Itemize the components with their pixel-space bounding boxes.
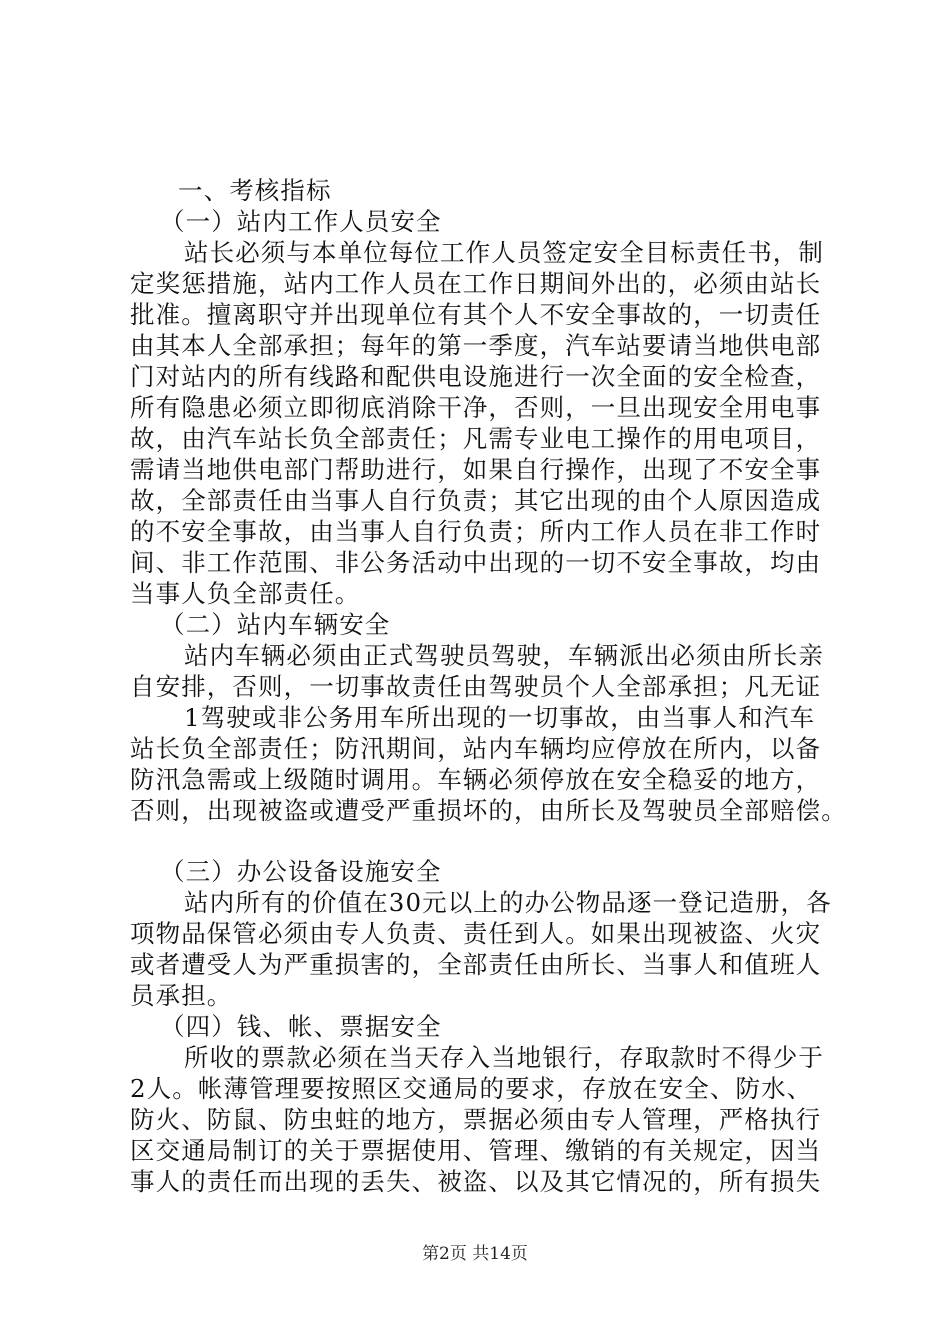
section-heading-1: 一、考核指标 [178, 176, 332, 205]
paragraph-line: 需请当地供电部门帮助进行，如果自行操作，出现了不安全事 [130, 455, 822, 484]
subsection-heading-3: （三）办公设备设施安全 [160, 857, 442, 886]
paragraph-line: 或者遭受人为严重损害的，全部责任由所长、当事人和值班人 [130, 950, 822, 979]
paragraph-line: 员承担。 [130, 981, 233, 1010]
paragraph-line: 2人。帐薄管理要按照区交通局的要求，存放在安全、防水、 [130, 1074, 813, 1103]
paragraph-line: 项物品保管必须由专人负责、责任到人。如果出现被盗、火灾 [130, 919, 822, 948]
paragraph-line: 当事人负全部责任。 [130, 579, 361, 608]
paragraph-line: 由其本人全部承担；每年的第一季度，汽车站要请当地供电部 [130, 331, 822, 360]
paragraph-line: 所收的票款必须在当天存入当地银行，存取款时不得少于 [184, 1043, 824, 1072]
paragraph-line: 自安排，否则，一切事故责任由驾驶员个人全部承担；凡无证 [130, 672, 822, 701]
paragraph-line: 区交通局制订的关于票据使用、管理、缴销的有关规定，因当 [130, 1136, 822, 1165]
subsection-heading-1: （一）站内工作人员安全 [160, 207, 442, 236]
paragraph-line: 事人的责任而出现的丢失、被盗、以及其它情况的，所有损失 [130, 1167, 822, 1196]
paragraph-line: 站内所有的价值在30元以上的办公物品逐一登记造册，各 [184, 888, 832, 917]
paragraph-line: 防汛急需或上级随时调用。车辆必须停放在安全稳妥的地方， [130, 765, 822, 794]
paragraph-line: 故，由汽车站长负全部责任；凡需专业电工操作的用电项目， [130, 424, 822, 453]
subsection-heading-2: （二）站内车辆安全 [160, 610, 391, 639]
paragraph-line: 否则，出现被盗或遭受严重损坏的，由所长及驾驶员全部赔偿。 [130, 796, 847, 825]
paragraph-line: 门对站内的所有线路和配供电设施进行一次全面的安全检查， [130, 362, 822, 391]
paragraph-line: 的不安全事故，由当事人自行负责；所内工作人员在非工作时 [130, 517, 822, 546]
paragraph-line: 故，全部责任由当事人自行负责；其它出现的由个人原因造成 [130, 486, 822, 515]
paragraph-line: 防火、防鼠、防虫蛀的地方，票据必须由专人管理，严格执行 [130, 1105, 822, 1134]
paragraph-line: 1驾驶或非公务用车所出现的一切事故，由当事人和汽车 [184, 703, 816, 732]
paragraph-line: 站长必须与本单位每位工作人员签定安全目标责任书，制 [184, 238, 824, 267]
paragraph-line: 批准。擅离职守并出现单位有其个人不安全事故的，一切责任 [130, 300, 822, 329]
paragraph-line: 间、非工作范围、非公务活动中出现的一切不安全事故，均由 [130, 548, 822, 577]
subsection-heading-4: （四）钱、帐、票据安全 [160, 1012, 442, 1041]
page-number-footer: 第2页 共14页 [422, 1244, 528, 1264]
paragraph-line: 定奖惩措施，站内工作人员在工作日期间外出的，必须由站长 [130, 269, 822, 298]
paragraph-line: 站内车辆必须由正式驾驶员驾驶，车辆派出必须由所长亲 [184, 641, 824, 670]
paragraph-line: 所有隐患必须立即彻底消除干净，否则，一旦出现安全用电事 [130, 393, 822, 422]
paragraph-line: 站长负全部责任；防汛期间，站内车辆均应停放在所内，以备 [130, 734, 822, 763]
